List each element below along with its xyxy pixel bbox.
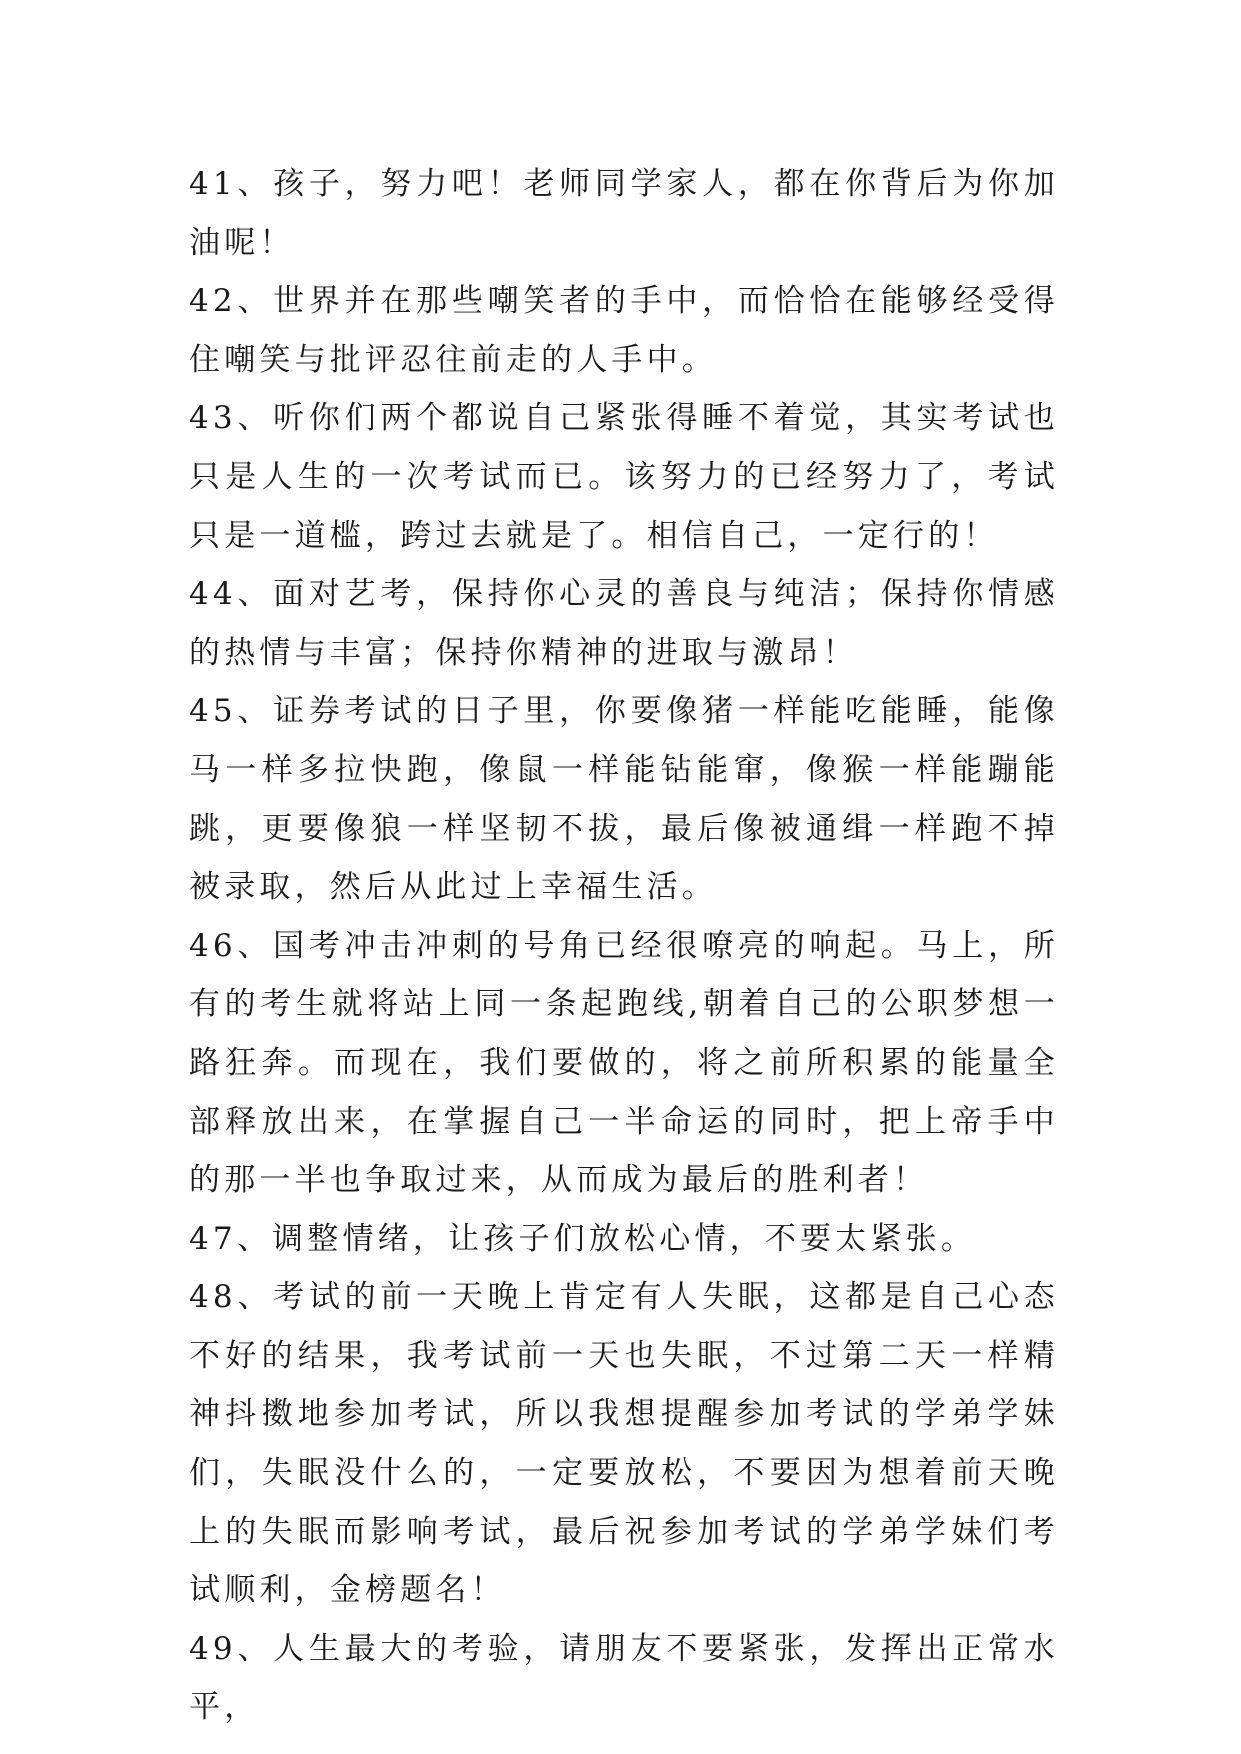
paragraph-44: 44、面对艺考，保持你心灵的善良与纯洁；保持你情感的热情与丰富；保持你精神的进取与激昂！ [189,576,1059,671]
paragraph-48: 48、考试的前一天晚上肯定有人失眠，这都是自己心态不好的结果，我考试前一天也失眠，不过第二天一样精神抖擞地参加考试，所以我想提醒参加考试的学弟学妹们，失眠没什么的，一定要放松，不要因为想着前天晚上的失眠而影响考试，最后祝参加考试的学弟学妹们考试顺利，金榜题名！ [189,1279,1059,1609]
paragraph-47: 47、调整情绪，让孩子们放松心情，不要太紧张。 [189,1220,977,1257]
paragraph-45: 45、证券考试的日子里，你要像猪一样能吃能睡，能像马一样多拉快跑，像鼠一样能钻能窜，像猴一样能蹦能跳，更要像狼一样坚韧不拔，最后像被通缉一样跑不掉被录取，然后从此过上幸福生活。 [189,693,1059,906]
paragraph-43: 43、听你们两个都说自己紧张得睡不着觉，其实考试也只是人生的一次考试而已。该努力的已经努力了，考试只是一道槛，跨过去就是了。相信自己，一定行的！ [189,400,1059,554]
paragraph-46: 46、国考冲击冲刺的号角已经很嘹亮的响起。马上，所有的考生就将站上同一条起跑线,朝着自己的公职梦想一路狂奔。而现在，我们要做的，将之前所积累的能量全部释放出来，在掌握自己一半命运的同时，把上帝手中的那一半也争取过来，从而成为最后的胜利者！ [189,927,1059,1199]
paragraph-49: 49、人生最大的考验，请朋友不要紧张，发挥出正常水平， [189,1630,1059,1726]
document-body [189,155,1059,1737]
paragraph-41: 41、孩子，努力吧！老师同学家人，都在你背后为你加油呢！ [189,166,1059,261]
paragraph-42: 42、世界并在那些嘲笑者的手中，而恰恰在能够经受得住嘲笑与批评忍往前走的人手中。 [189,283,1059,378]
